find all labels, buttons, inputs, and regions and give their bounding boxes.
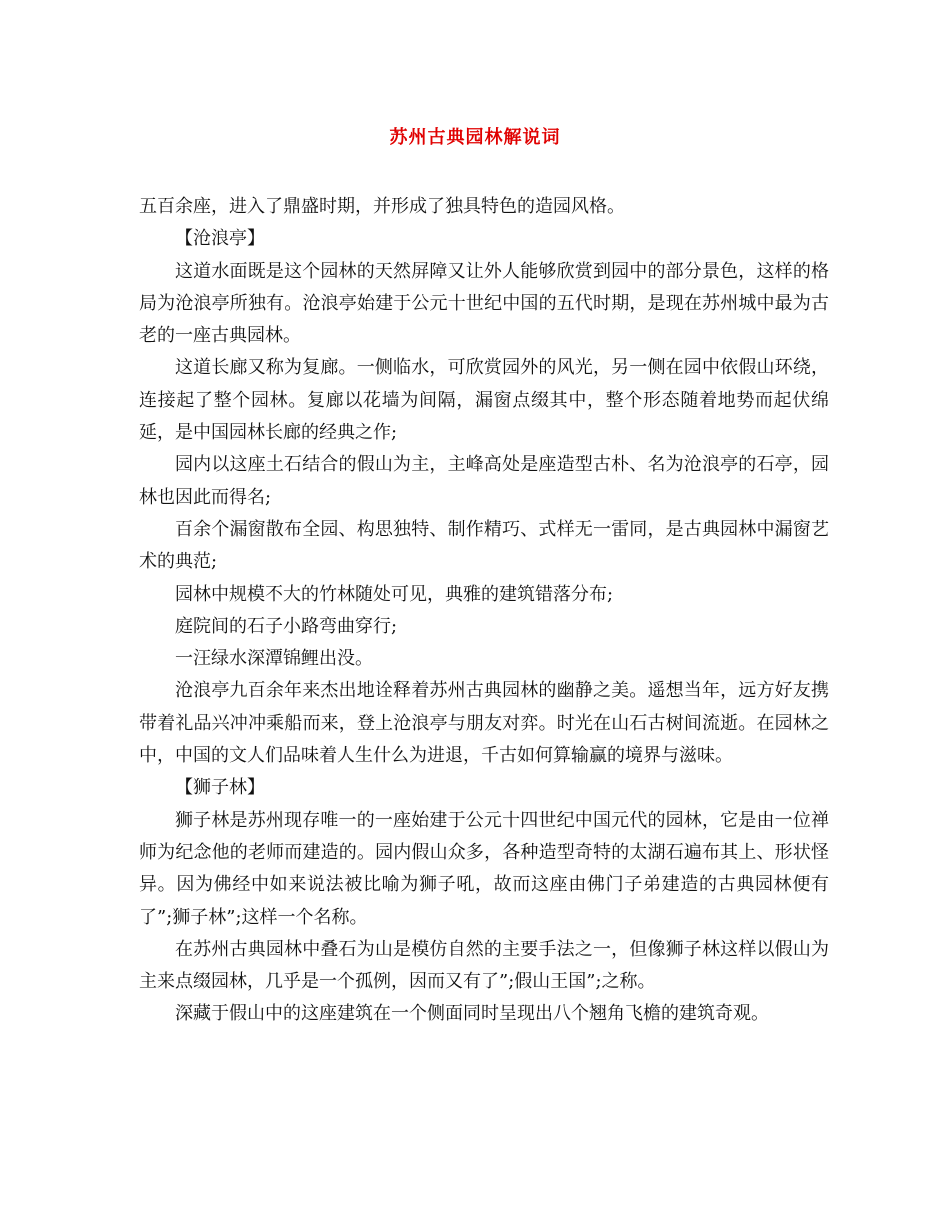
paragraph: 这道长廊又称为复廊。一侧临水，可欣赏园外的风光，另一侧在园中依假山环绕，连接起了整个园林。复廊以花墙为间隔，漏窗点缀其中，整个形态随着地势而起伏绵延，是中国园林长廊的经典之作; <box>139 357 829 444</box>
section-heading-shizilin: 【狮子林】 <box>175 777 265 799</box>
section-heading-canglangting: 【沧浪亭】 <box>175 228 265 250</box>
paragraph: 这道水面既是这个园林的天然屏障又让外人能够欣赏到园中的部分景色，这样的格局为沧浪亭所独有。沧浪亭始建于公元十世纪中国的五代时期，是现在苏州城中最为古老的一座古典园林。 <box>139 260 829 347</box>
paragraph: 庭院间的石子小路弯曲穿行; <box>175 615 398 637</box>
paragraph: 一汪绿水深潭锦鲤出没。 <box>175 648 373 670</box>
paragraph: 园林中规模不大的竹林随处可见，典雅的建筑错落分布; <box>175 583 614 605</box>
paragraph: 深藏于假山中的这座建筑在一个侧面同时呈现出八个翘角飞檐的建筑奇观。 <box>175 1003 769 1025</box>
paragraph: 沧浪亭九百余年来杰出地诠释着苏州古典园林的幽静之美。遥想当年，远方好友携带着礼品兴冲冲乘船而来，登上沧浪亭与朋友对弈。时光在山石古树间流逝。在园林之中，中国的文人们品味着人生什么为进退，千古如何算输赢的境界与滋味。 <box>139 680 829 767</box>
document-body <box>139 191 829 1031</box>
paragraph: 百余个漏窗散布全园、构思独特、制作精巧、式样无一雷同，是古典园林中漏窗艺术的典范; <box>139 518 829 573</box>
paragraph-intro-continuation: 五百余座，进入了鼎盛时期，并形成了独具特色的造园风格。 <box>139 196 625 217</box>
paragraph: 在苏州古典园林中叠石为山是模仿自然的主要手法之一，但像狮子林这样以假山为主来点缀园林，几乎是一个孤例，因而又有了”;假山王国”;之称。 <box>139 938 829 993</box>
paragraph: 狮子林是苏州现存唯一的一座始建于公元十四世纪中国元代的园林，它是由一位禅师为纪念他的老师而建造的。园内假山众多，各种造型奇特的太湖石遍布其上、形状怪异。因为佛经中如来说法被比喻为狮子吼，故而这座由佛门子弟建造的古典园林便有了”;狮子林”;这样一个名称。 <box>139 809 829 928</box>
paragraph: 园内以这座土石结合的假山为主，主峰高处是座造型古朴、名为沧浪亭的石亭，园林也因此而得名; <box>139 454 829 508</box>
document-title: 苏州古典园林解说词 <box>389 127 561 148</box>
